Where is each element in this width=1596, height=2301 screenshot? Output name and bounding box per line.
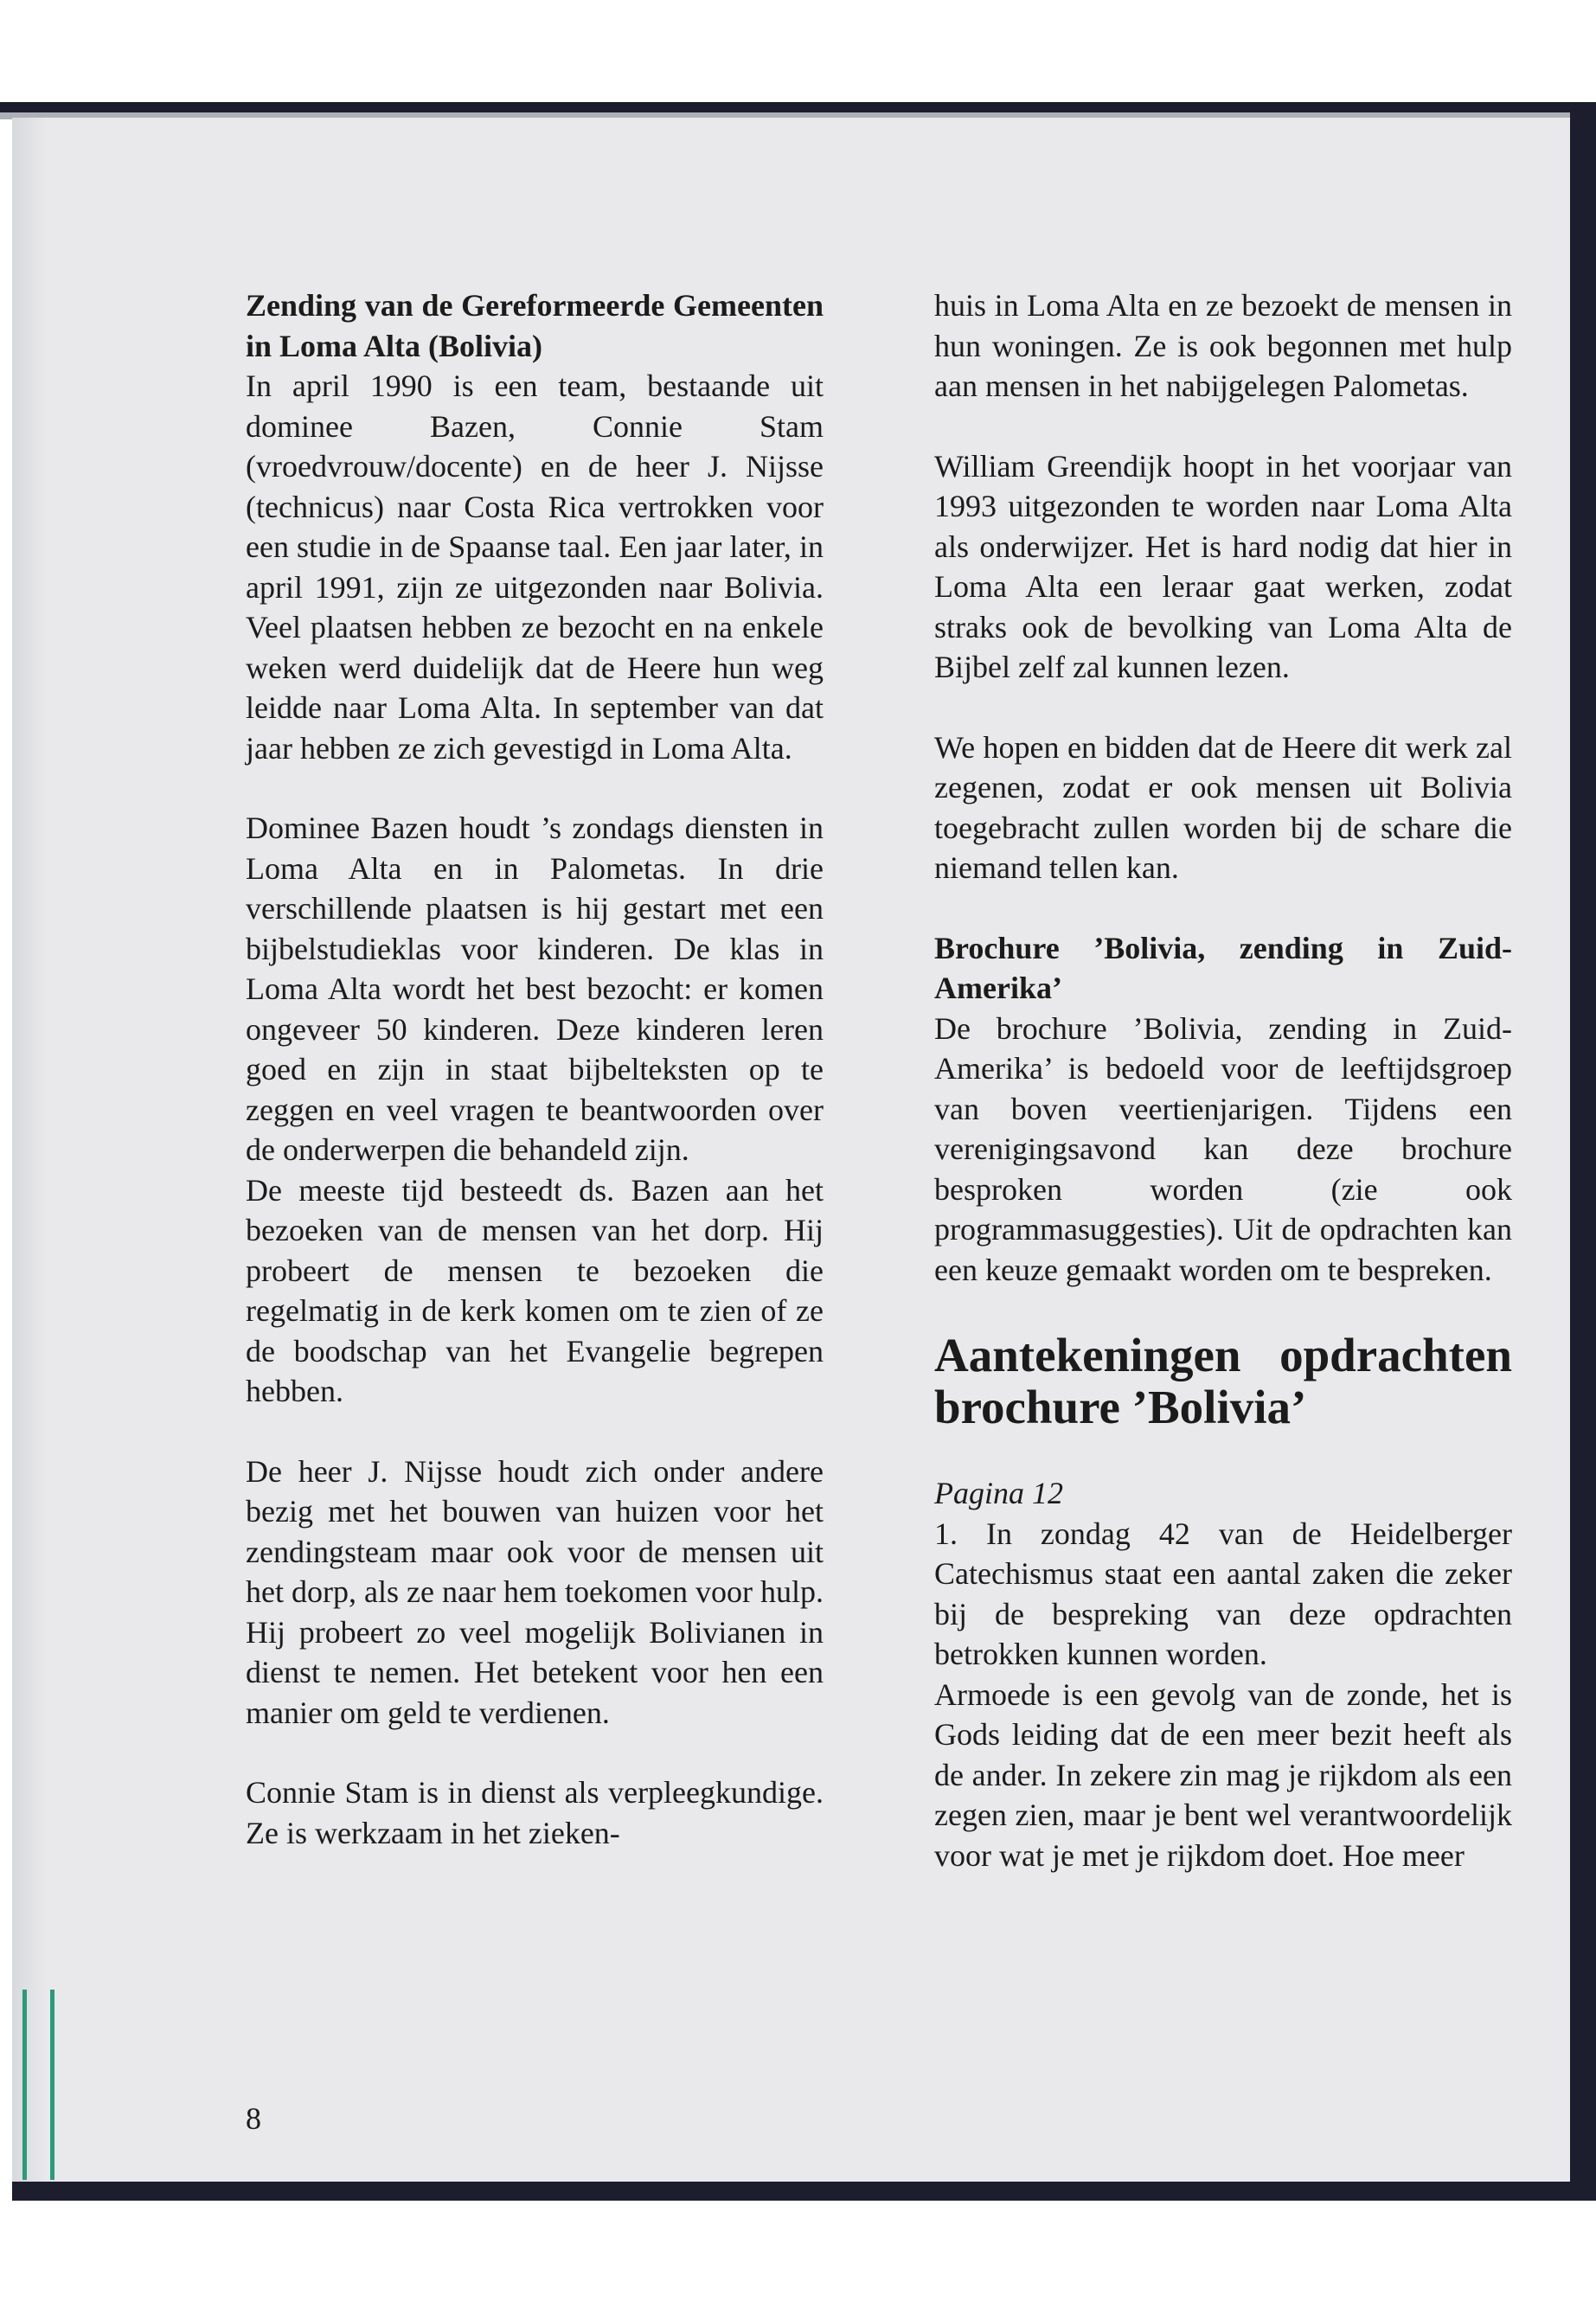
- page-binding-edge: [12, 118, 47, 2182]
- page-reference: Pagina 12: [934, 1476, 1063, 1510]
- margin-mark: [50, 1990, 54, 2180]
- scan-right-border: [1570, 102, 1596, 2201]
- paragraph: De brochure ’Bolivia, zending in Zuid-Amerika’ is bedoeld voor de leeftijdsgroep van boven veertienjarigen. Tijdens een verenigingsavond kan deze brochure besproken worden (zie ook programmasuggesties). Uit de opdrachten kan een keuze gemaakt worden om te bespreken.: [934, 1010, 1512, 1287]
- paragraph: We hopen en bidden dat de Heere dit werk zal zegenen, zodat er ook mensen uit Bolivia toegebracht zullen worden bij de schare die niemand tellen kan.: [934, 729, 1512, 885]
- scan-top-border: [0, 102, 1596, 112]
- right-column: [934, 285, 1512, 1875]
- note: 1. In zondag 42 van de Heidelberger Catechismus staat een aantal zaken die zeker bij de bespreking van deze opdrachten betrokken kunnen worden.: [934, 1516, 1512, 1671]
- scan-bottom-border: [12, 2182, 1596, 2201]
- paragraph: huis in Loma Alta en ze bezoekt de mensen in hun woningen. Ze is ook begonnen met hulp aan mensen in het nabijgelegen Palometas.: [934, 288, 1512, 403]
- paragraph: Dominee Bazen houdt ’s zondags diensten in Loma Alta en in Palometas. In drie verschillende plaatsen is hij gestart met een bijbelstudieklas voor kinderen. De klas in Loma Alta wordt het best bezocht: er komen ongeveer 50 kinderen. Deze kinderen leren goed en zijn in staat bijbelteksten op te zeggen en veel vragen te beantwoorden over de onderwerpen die behandeld zijn.: [246, 811, 824, 1167]
- paragraph: De heer J. Nijsse houdt zich onder andere bezig met het bouwen van huizen voor het zendingsteam maar ook voor de mensen uit het dorp, als ze naar hem toekomen voor hulp. Hij probeert zo veel mogelijk Bolivianen in dienst te nemen. Het betekent voor hen een manier om geld te verdienen.: [246, 1453, 824, 1730]
- paragraph: In april 1990 is een team, bestaande uit dominee Bazen, Connie Stam (vroedvrouw/docente) en de heer J. Nijsse (technicus) naar Costa Rica vertrokken voor een studie in de Spaanse taal. Een jaar later, in april 1991, zijn ze uitgezonden naar Bolivia. Veel plaatsen hebben ze bezocht en na enkele weken werd duidelijk dat de Heere hun weg leidde naar Loma Alta. In september van dat jaar hebben ze zich gevestigd in Loma Alta.: [246, 369, 824, 766]
- brochure-heading: Brochure ’Bolivia, zending in Zuid-Amerika’: [934, 930, 1512, 1005]
- note: Armoede is een gevolg van de zonde, het is Gods leiding dat de een meer bezit heeft als de ander. In zekere zin mag je rijkdom als een zegen zien, maar je bent wel verantwoordelijk voor wat je met je rijkdom doet. Hoe meer: [934, 1676, 1512, 1873]
- page-number: 8: [246, 2101, 261, 2136]
- left-column: [246, 285, 824, 1853]
- article-heading: Zending van de Gereformeerde Gemeenten in Loma Alta (Bolivia): [246, 288, 824, 363]
- paragraph: William Greendijk hoopt in het voorjaar van 1993 uitgezonden te worden naar Loma Alta als onderwijzer. Het is hard nodig dat hier in Loma Alta een leraar gaat werken, zodat straks ook de bevolking van Loma Alta de Bijbel zelf zal kunnen lezen.: [934, 448, 1512, 684]
- paragraph: Connie Stam is in dienst als verpleegkundige. Ze is werkzaam in het zieken-: [246, 1775, 824, 1850]
- paragraph: De meeste tijd besteedt ds. Bazen aan het bezoeken van de mensen van het dorp. Hij probeert de mensen te bezoeken die regelmatig in de kerk komen om te zien of ze de boodschap van het Evangelie begrepen hebben.: [246, 1172, 824, 1408]
- section-heading: Aantekeningen opdrachten brochure ’Bolivia’: [934, 1329, 1512, 1433]
- margin-mark: [22, 1990, 27, 2180]
